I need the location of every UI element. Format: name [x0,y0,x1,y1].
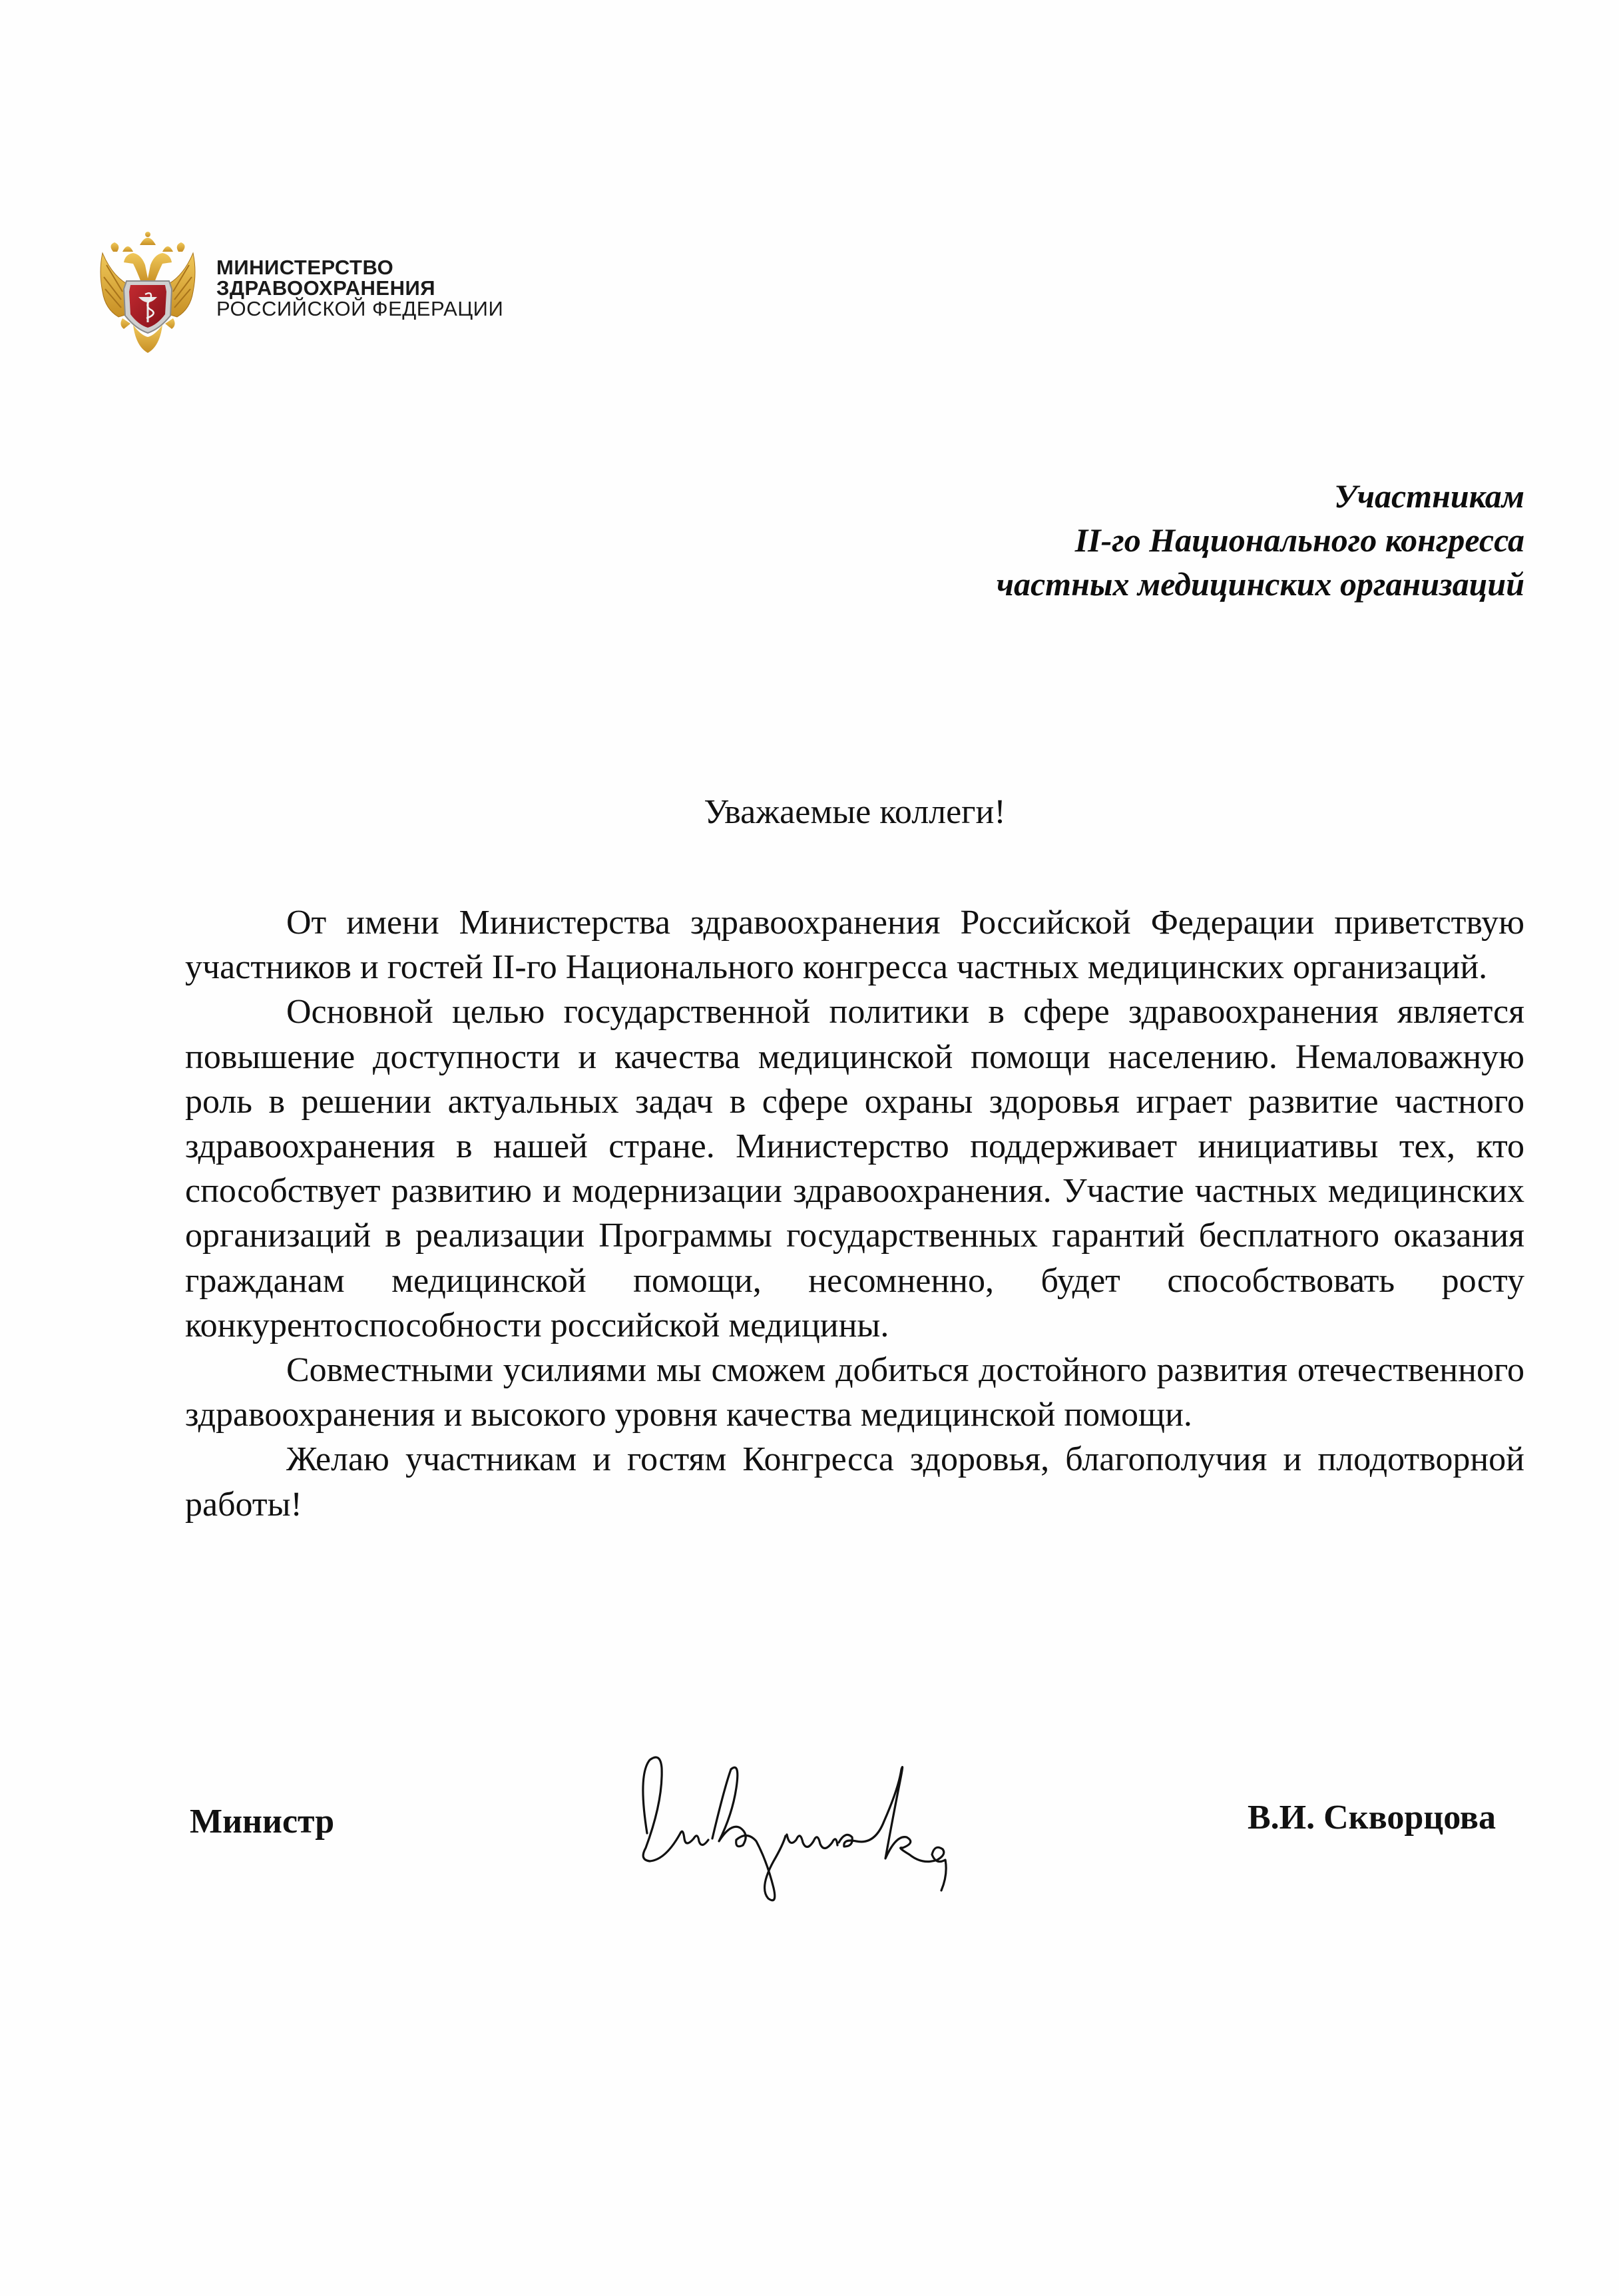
handwritten-signature-icon [619,1748,1058,1908]
ministry-name-line-3: РОССИЙСКОЙ ФЕДЕРАЦИИ [216,297,504,320]
ministry-name-line-2: ЗДРАВООХРАНЕНИЯ [216,276,436,300]
greeting: Уважаемые коллеги! [704,793,1006,831]
addressee-line: II-го Национального конгресса [1074,521,1524,559]
addressee-block [997,474,1524,606]
addressee-line: частных медицинских организаций [996,565,1524,603]
ministry-name-line-1: МИНИСТЕРСТВО [216,256,394,279]
signatory-name: В.И. Скворцова [1247,1799,1496,1837]
body-paragraph: Желаю участникам и гостям Конгресса здоровья, благополучия и плодотворной работы! [185,1440,1524,1524]
body-paragraph: Основной целью государственной политики в сфере здравоохранения является повышение доступности и качества медицинской помощи населению. Немаловажную роль в решении актуальных задач в сфере охраны здоровья играет развитие частного здравоохранения в нашей стране. Министерство поддерживает инициативы тех, кто способствует развитию и модернизации здравоохранения. Участие частных медицинских организаций в реализации Программы государственных гарантий бесплатного оказания гражданам медицинской помощи, несомненно, будет способствовать росту конкурентоспособности российской медицины. [185,993,1524,1344]
body-paragraph: Совместными усилиями мы сможем добиться достойного развития отечественного здравоохранения и высокого уровня качества медицинской помощи. [185,1351,1524,1434]
ministry-emblem-icon [93,225,202,356]
letter-body [185,900,1524,1527]
body-paragraph: От имени Министерства здравоохранения Российской Федерации приветствую участников и гостей II-го Национального конгресса частных медицинских организаций. [185,904,1524,987]
addressee-line: Участникам [1333,477,1524,515]
ministry-name [216,257,503,319]
signatory-title: Министр [190,1803,335,1841]
